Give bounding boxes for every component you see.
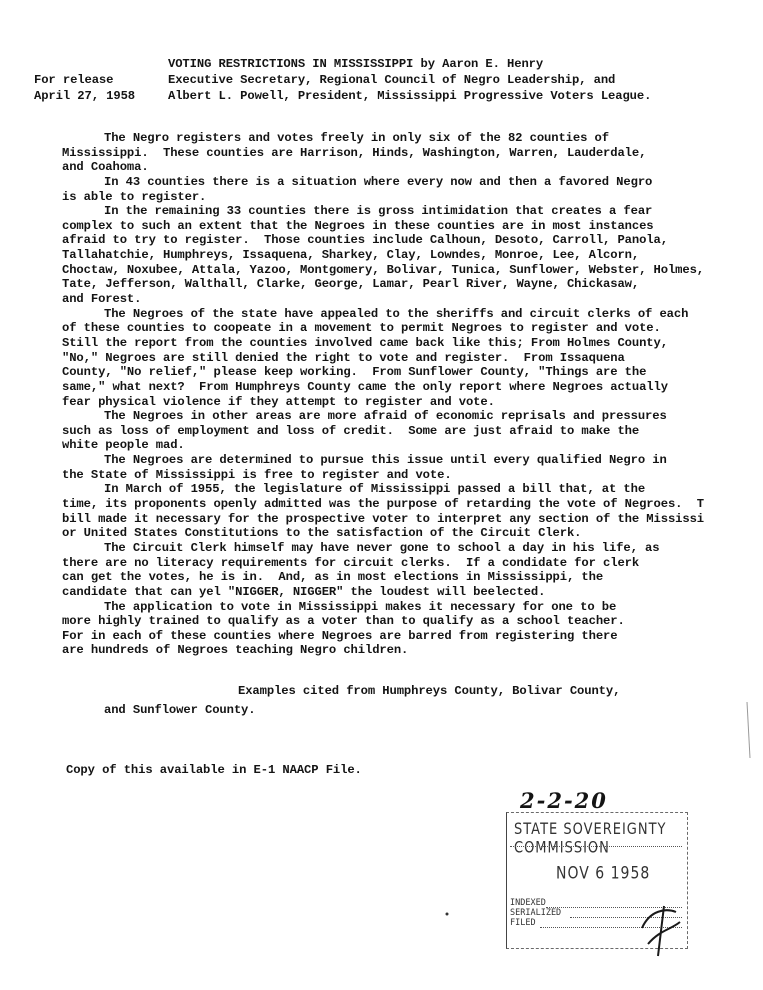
body-line: complex to such an extent that the Negroes in these counties are in most instances bbox=[62, 218, 654, 233]
body-line: candidate that can yel "NIGGER, NIGGER" the loudest will beelected. bbox=[62, 584, 546, 599]
examples-line-2: and Sunflower County. bbox=[104, 703, 256, 717]
handwritten-file-number: 2-2-20 bbox=[520, 788, 608, 813]
body-line: white people mad. bbox=[62, 438, 185, 453]
body-line: time, its proponents openly admitted was the purpose of retarding the vote of Negroes. T bbox=[62, 497, 705, 512]
body-line: Choctaw, Noxubee, Attala, Yazoo, Montgomery, Bolivar, Tunica, Sunflower, Webster, Holmes, bbox=[62, 262, 705, 277]
scan-speck bbox=[443, 910, 451, 918]
stamp-indexed: INDEXED bbox=[510, 898, 546, 908]
scan-mark bbox=[744, 700, 754, 760]
stamp-divider bbox=[510, 846, 682, 847]
body-line: same," what next? From Humphreys County came the only report where Negroes actually bbox=[62, 379, 668, 394]
body-line: is able to register. bbox=[62, 189, 207, 204]
stamp-date: NOV 6 1958 bbox=[556, 864, 651, 884]
body-line: are hundreds of Negroes teaching Negro children. bbox=[62, 643, 409, 658]
body-line: more highly trained to qualify as a voter than to qualify as a school teacher. bbox=[62, 614, 625, 629]
body-line: Tallahatchie, Humphreys, Issaquena, Sharkey, Clay, Lowndes, Monroe, Lee, Alcorn, bbox=[62, 248, 640, 263]
body-line: Mississippi. These counties are Harrison, Hinds, Washington, Warren, Lauderdale, bbox=[62, 145, 647, 160]
body-line: County, "No relief," please keep working. From Sunflower County, "Things are the bbox=[62, 365, 647, 380]
body-line: of these counties to coopeate in a movement to permit Negroes to register and vote. bbox=[62, 321, 661, 336]
body-line: there are no literacy requirements for circuit clerks. If a condidate for clerk bbox=[62, 555, 640, 570]
body-line: the State of Mississippi is free to register and vote. bbox=[62, 467, 452, 482]
body-line: such as loss of employment and loss of credit. Some are just afraid to make the bbox=[62, 423, 640, 438]
stamp-agency: STATE SOVEREIGNTY COMMISSION bbox=[514, 820, 667, 858]
body-line: The Negroes of the state have appealed to the sheriffs and circuit clerks of each bbox=[104, 306, 689, 321]
body-line: The Circuit Clerk himself may have never gone to school a day in his life, as bbox=[104, 540, 660, 555]
body-line: Still the report from the counties involved came back like this; From Holmes County, bbox=[62, 335, 668, 350]
body-line: In the remaining 33 counties there is gross intimidation that creates a fear bbox=[104, 204, 653, 219]
body-text bbox=[62, 131, 742, 658]
stamp-serialized: SERIALIZED bbox=[510, 908, 562, 918]
body-line: or United States Constitutions to the satisfaction of the Circuit Clerk. bbox=[62, 526, 582, 541]
header-author-line: Executive Secretary, Regional Council of Negro Leadership, and bbox=[168, 73, 616, 87]
handwritten-initials bbox=[636, 900, 686, 960]
body-line: In March of 1955, the legislature of Mississippi passed a bill that, at the bbox=[104, 482, 646, 497]
body-line: The application to vote in Mississippi makes it necessary for one to be bbox=[104, 599, 617, 614]
body-line: can get the votes, he is in. And, as in most elections in Mississippi, the bbox=[62, 570, 604, 585]
body-line: Tate, Jefferson, Walthall, Clarke, George, Lamar, Pearl River, Wayne, Chickasaw, bbox=[62, 277, 640, 292]
body-line: The Negroes are determined to pursue this issue until every qualified Negro in bbox=[104, 453, 667, 468]
body-line: bill made it necessary for the prospective voter to interpret any section of the Mississi bbox=[62, 511, 705, 526]
body-line: and Forest. bbox=[62, 292, 142, 307]
body-line: fear physical violence if they attempt to register and vote. bbox=[62, 394, 495, 409]
header-coauthor-line: Albert L. Powell, President, Mississippi Progressive Voters League. bbox=[168, 89, 652, 103]
body-line: "No," Negroes are still denied the right to vote and register. From Issaquena bbox=[62, 350, 625, 365]
release-label: For release bbox=[34, 73, 114, 87]
header-title-line: VOTING RESTRICTIONS IN MISSISSIPPI by Aaron E. Henry bbox=[168, 57, 544, 71]
copy-note: Copy of this available in E-1 NAACP File. bbox=[66, 763, 362, 777]
release-date: April 27, 1958 bbox=[34, 89, 135, 103]
body-line: and Coahoma. bbox=[62, 160, 149, 175]
examples-line-1: Examples cited from Humphreys County, Bolivar County, bbox=[238, 684, 621, 698]
stamp-filed: FILED bbox=[510, 918, 536, 928]
body-line: The Negro registers and votes freely in only six of the 82 counties of bbox=[104, 131, 609, 145]
body-line: afraid to try to register. Those counties include Calhoun, Desoto, Carroll, Panola, bbox=[62, 233, 668, 248]
body-line: In 43 counties there is a situation where every now and then a favored Negro bbox=[104, 174, 653, 189]
body-line: The Negroes in other areas are more afraid of economic reprisals and pressures bbox=[104, 409, 667, 424]
body-line: For in each of these counties where Negroes are barred from registering there bbox=[62, 628, 618, 643]
